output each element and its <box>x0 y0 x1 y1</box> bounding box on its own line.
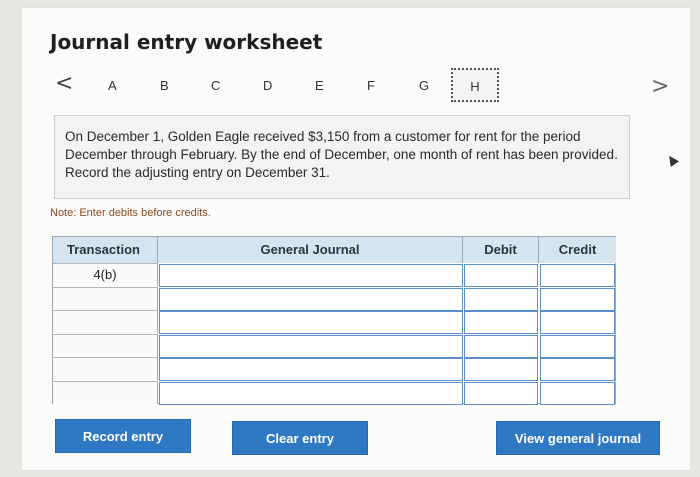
credit-input[interactable] <box>540 288 615 311</box>
debit-input[interactable] <box>464 288 538 311</box>
debit-input[interactable] <box>464 358 538 381</box>
debit-input[interactable] <box>464 335 538 358</box>
header-debit: Debit <box>463 237 539 263</box>
instruction-note: Note: Enter debits before credits. <box>50 207 211 219</box>
credit-input[interactable] <box>540 382 615 405</box>
chevron-right-icon[interactable]: > <box>651 74 670 99</box>
transaction-cell <box>53 334 158 357</box>
tab-e[interactable]: E <box>315 78 324 93</box>
tab-c[interactable]: C <box>211 78 221 93</box>
debit-input[interactable] <box>464 311 538 334</box>
page-title: Journal entry worksheet <box>50 30 323 54</box>
tab-b[interactable]: B <box>160 78 169 93</box>
tab-f[interactable]: F <box>367 78 375 93</box>
header-transaction: Transaction <box>53 237 158 263</box>
view-general-journal-button[interactable]: View general journal <box>496 421 660 455</box>
general-journal-input[interactable] <box>159 358 463 381</box>
transaction-cell <box>53 287 158 310</box>
transaction-cell: 4(b) <box>53 263 158 286</box>
general-journal-input[interactable] <box>159 288 463 311</box>
tab-h[interactable]: H <box>451 68 499 102</box>
debit-input[interactable] <box>464 264 538 287</box>
tab-a[interactable]: A <box>108 78 117 93</box>
transaction-cell <box>53 357 158 380</box>
transaction-cell <box>53 310 158 333</box>
debit-input[interactable] <box>464 382 538 405</box>
credit-input[interactable] <box>540 264 615 287</box>
header-general-journal: General Journal <box>158 237 463 263</box>
general-journal-input[interactable] <box>159 335 463 358</box>
tab-g[interactable]: G <box>419 78 430 93</box>
header-credit: Credit <box>539 237 616 263</box>
question-prompt: On December 1, Golden Eagle received $3,150 from a customer for rent for the period December through February. By the end of December, one month of rent has been provided. Record the adjusting entry on December 31. <box>54 115 630 199</box>
credit-input[interactable] <box>540 358 615 381</box>
record-entry-button[interactable]: Record entry <box>55 419 191 453</box>
general-journal-input[interactable] <box>159 382 463 405</box>
credit-input[interactable] <box>540 311 615 334</box>
general-journal-input[interactable] <box>159 311 463 334</box>
clear-entry-button[interactable]: Clear entry <box>232 421 368 455</box>
tab-d[interactable]: D <box>263 78 273 93</box>
credit-input[interactable] <box>540 335 615 358</box>
transaction-cell <box>53 381 158 404</box>
general-journal-input[interactable] <box>159 264 463 287</box>
journal-entry-table <box>52 236 616 404</box>
chevron-left-icon[interactable]: < <box>55 71 74 96</box>
